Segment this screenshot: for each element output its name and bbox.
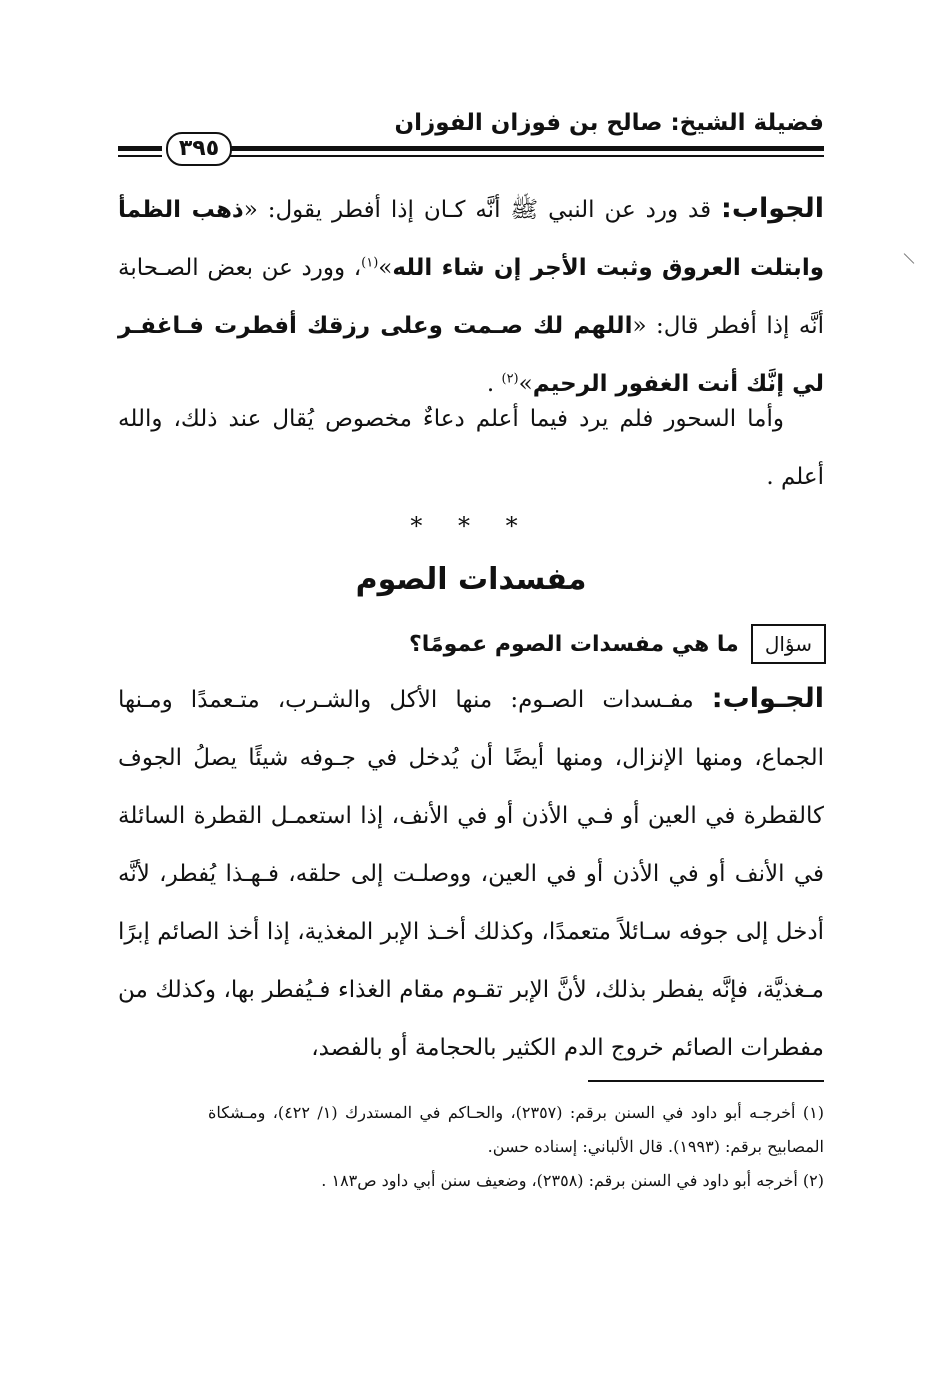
footnote-ref-2: (٢) (501, 371, 519, 387)
footnote-ref-1: (١) (361, 255, 379, 271)
footnotes (208, 1096, 824, 1198)
header-rule-thick (229, 146, 824, 151)
answer-label: الجواب: (721, 193, 824, 224)
answer-paragraph-2 (118, 670, 824, 1077)
answer1-text-part1: قد ورد عن النبي ﷺ أنَّه كـان إذا أفطر يقول: « (243, 197, 722, 223)
answer1-text-part4: » (518, 371, 533, 397)
margin-mark (904, 253, 915, 264)
answer1-text-part5: . (486, 371, 502, 397)
suhoor-paragraph: وأما السحور فلم يرد فيما أعلم دعاءٌ مخصوص يُقال عند ذلك، والله أعلم . (118, 406, 824, 490)
header-rule-thin (229, 155, 824, 157)
footnote-1: (١) أخرجـه أبو داود في السنن برقم: (٢٣٥٧)، والحـاكم في المستدرك (١/ ٤٢٢)، ومـشكاة المصابيح برقم: (١٩٩٣). قال الألباني: إسناده حسن. (208, 1103, 825, 1156)
answer-paragraph-1 (118, 180, 824, 413)
page-header (118, 108, 824, 168)
header-rule-left-thick (118, 146, 162, 151)
footnote-2: (٢) أخرجه أبو داود في السنن برقم: (٢٣٥٨)، وضعيف سنن أبي داود ص١٨٣ . (321, 1171, 824, 1190)
hadith-quote-2: اللهم لك صـمت وعلى رزقك أفطرت فـاغفـر لي إنَّك أنت الغفور الرحيم (118, 313, 824, 397)
book-author-title: فضيلة الشيخ: صالح بن فوزان الفوزان (394, 110, 824, 136)
answer-label-2: الجـواب: (711, 683, 824, 714)
section-title: مفسدات الصوم (355, 562, 587, 597)
answer1-text-part3: ، وورد عن بعض الصـحابة أنَّه إذا أفطر قال: « (118, 255, 824, 339)
answer1-text-part2: » (378, 255, 393, 281)
section-separator: * * * (410, 512, 532, 540)
footnote-separator (588, 1080, 824, 1082)
page-number: ٣٩٥ (166, 132, 232, 166)
question-label-box: سؤال (751, 624, 826, 664)
hadith-quote-1: ذهب الظمأ وابتلت العروق وثبت الأجر إن شاء الله (118, 197, 824, 281)
answer2-text: مفـسدات الصـوم: منها الأكل والشـرب، متـعمدًا ومـنها الجماع، ومنها الإنزال، ومنها أيضًا أن يُدخل في جـوفه شيئًا يصلُ الجوف كالقطرة في العين أو فـي الأذن أو في الأنف، إذا استعمـل القطرة السائلة في الأنف أو في الأذن أو في العين، ووصلـت إلى حلقه، فـهـذا يُفطر، لأنَّه أدخل إلى جوفه سـائلاً متعمدًا، وكذلك أخـذ الإبر المغذية، إذا أخذ الصائم إبرًا مـغذيَّة، فإنَّه يفطر بذلك، لأنَّ الإبر تقـوم مقام الغذاء فـيُفطر بها، وكذلك من مفطرات الصائم خروج الدم الكثير بالحجامة أو بالفصد، (118, 687, 824, 1061)
question-text: ما هي مفسدات الصوم عمومًا؟ (408, 631, 739, 657)
question-row (409, 622, 826, 666)
header-rule-left-thin (118, 155, 162, 157)
